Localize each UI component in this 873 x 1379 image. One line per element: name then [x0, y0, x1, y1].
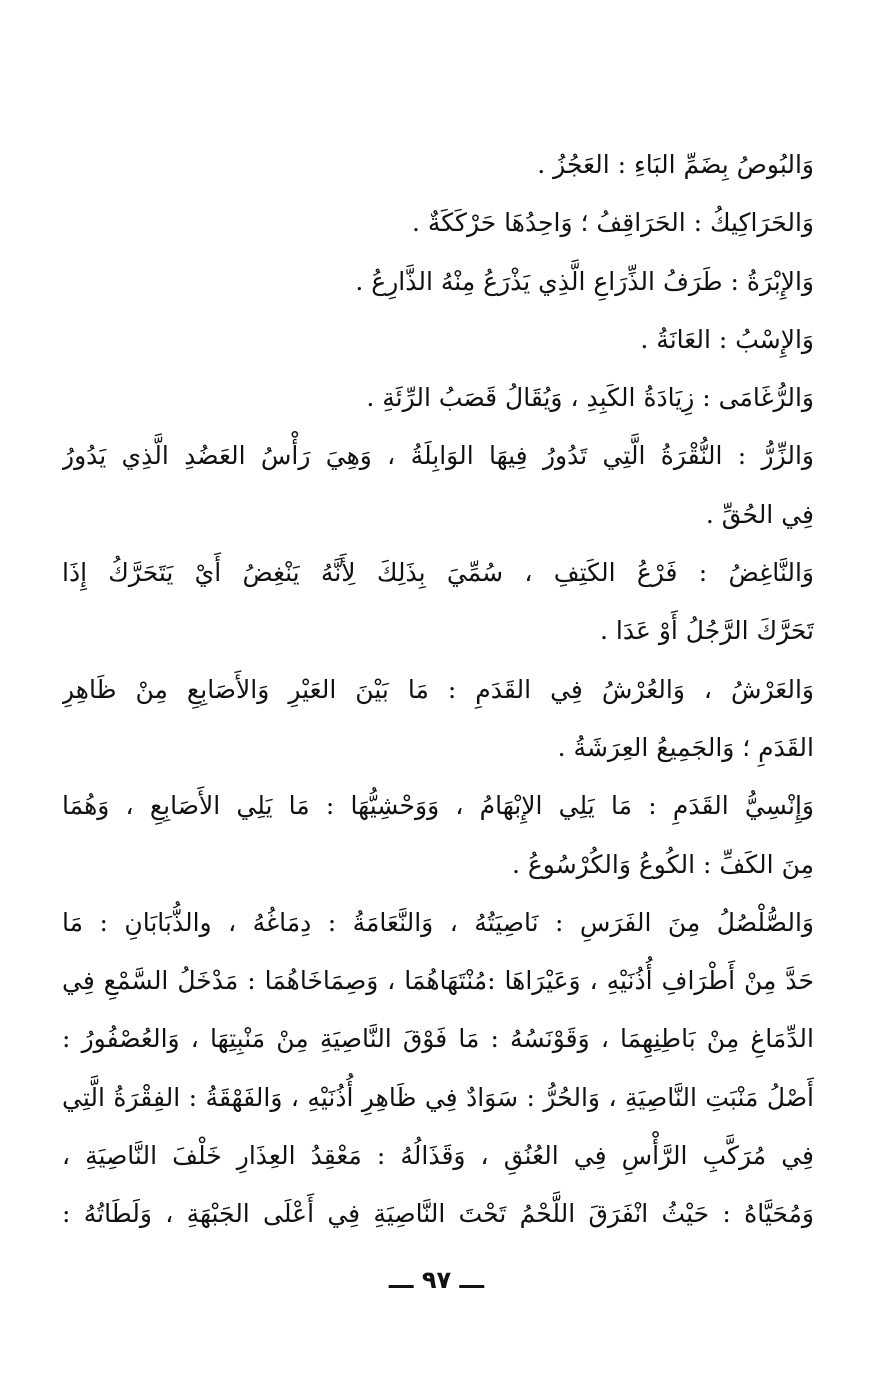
text-line: وَالعَرْشُ ، وَالعُرْشُ فِي القَدَمِ : مَا بَيْنَ العَيْرِ وَالأَصَابِعِ مِنْ ظَاهِرِ	[62, 674, 814, 704]
text-line: وَالرُّغَامَى : زِيَادَةُ الكَبِدِ ، وَيُقَالُ قَصَبُ الرِّئَةِ .	[366, 383, 814, 413]
text-line: الدِّمَاغِ مِنْ بَاطِنِهِمَا ، وَقَوْنَسُهُ : مَا فَوْقَ النَّاصِيَةِ مِنْ مَنْبِتِهَا ، وَالعُصْفُورُ :	[62, 1024, 814, 1054]
text-line: فِي الحُقِّ .	[705, 499, 814, 529]
text-line: وَالإِبْرَةُ : طَرَفُ الذِّرَاعِ الَّذِي يَذْرَعُ مِنْهُ الذَّارِعُ .	[355, 266, 814, 296]
text-line: حَدَّ مِنْ أَطْرَافِ أُذُنَيْهِ ، وَعَيْرَاهَا :مُنْتَهَاهُمَا ، وَصِمَاخَاهُمَا : مَدْخَلُ السَّمْعِ فِي	[62, 966, 814, 996]
text-line: وَالإِسْبُ : العَانَةُ .	[640, 324, 814, 354]
text-line: وَمُحَيَّاهُ : حَيْثُ انْفَرَقَ اللَّحْمُ تَحْتَ النَّاصِيَةِ فِي أَعْلَى الجَبْهَةِ ، وَلَطَاتُهُ :	[62, 1199, 814, 1229]
page-number: ـــ ٩٧ ـــ	[388, 1266, 485, 1294]
body-text	[62, 136, 814, 1244]
text-line: وَالنَّاغِضُ : فَرْعُ الكَتِفِ ، سُمِّيَ بِذَلِكَ لِأَنَّهُ يَنْغِضُ أَيْ يَتَحَرَّكُ إِذَا	[62, 558, 814, 588]
text-line: تَحَرَّكَ الرَّجُلُ أَوْ عَدَا .	[600, 616, 814, 646]
text-line: القَدَمِ ؛ وَالجَمِيعُ العِرَشَةُ .	[557, 732, 814, 762]
text-line: مِنَ الكَفِّ : الكُوعُ وَالكُرْسُوعُ .	[512, 849, 814, 879]
text-line: وَالصُّلْصُلُ مِنَ الفَرَسِ : نَاصِيَتُهُ ، وَالنَّعَامَةُ : دِمَاغُهُ ، والذُّبَابَانِ : مَا	[62, 907, 814, 937]
text-line: فِي مُرَكَّبِ الرَّأْسِ فِي العُنُقِ ، وَقَذَالُهُ : مَعْقِدُ العِذَارِ خَلْفَ النَّاصِيَةِ ،	[62, 1141, 814, 1171]
text-line: وَالحَرَاكِيكُ : الحَرَاقِفُ ؛ وَاحِدُهَا حَرْكَكَةٌ .	[411, 208, 814, 238]
text-line: وَإِنْسِيُّ القَدَمِ : مَا يَلِي الإِبْهَامُ ، وَوَحْشِيُّهَا : مَا يَلِي الأَصَابِعِ ، وَهُمَا	[62, 791, 814, 821]
text-line: وَالبُوصُ بِضَمِّ البَاءِ : العَجُزُ .	[537, 150, 814, 179]
text-line: وَالزِّرُّ : النُّقْرَةُ الَّتِي تَدُورُ فِيهَا الوَابِلَةُ ، وَهِيَ رَأْسُ العَضُدِ الَّذِي يَدُورُ	[62, 441, 814, 471]
text-line: أَصْلُ مَنْبَتِ النَّاصِيَةِ ، وَالحُرُّ : سَوَادٌ فِي ظَاهِرِ أُذُنَيْهِ ، وَالفَهْقَةُ : الفِقْرَةُ الَّتِي	[62, 1082, 814, 1112]
